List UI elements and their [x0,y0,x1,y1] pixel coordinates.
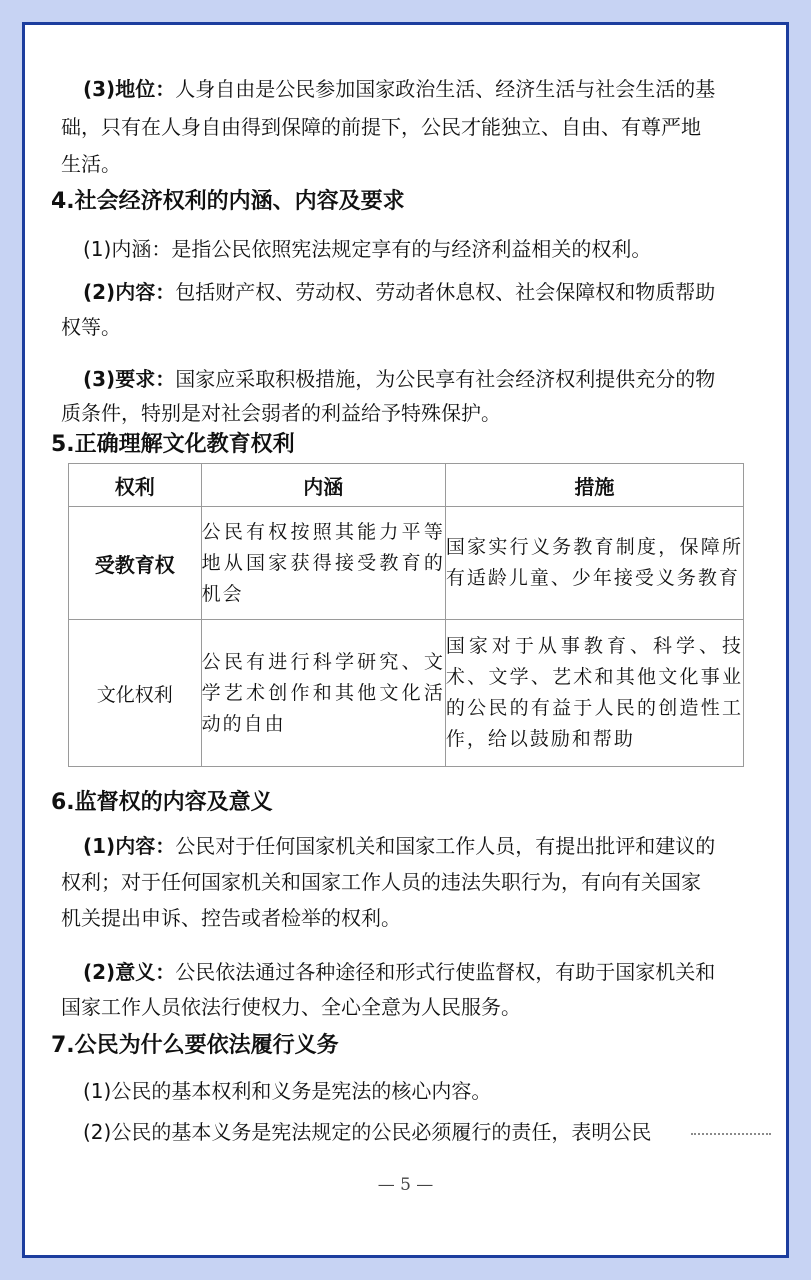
section-heading-7: 7.公民为什么要依法履行义务 [51,1033,339,1058]
table-cell-meaning: 公民有权按照其能力平等地从国家获得接受教育的机会 [201,507,445,620]
culture-education-rights-table [68,463,744,767]
paragraph-duty-1: (1)公民的基本权利和义务是宪法的核心内容。 [83,1079,492,1103]
paragraph-supervision-content-line-3: 机关提出申诉、控告或者检举的权利。 [61,906,401,930]
paragraph-label: (2)内容： [83,280,176,304]
page-number: — 5 — [377,1175,434,1195]
paragraph-requirement-line-2: 质条件，特别是对社会弱者的利益给予特殊保护。 [61,401,501,425]
table-cell-right: 受教育权 [69,507,202,620]
table-cell-right: 文化权利 [69,620,202,767]
paragraph-requirement-line-1: (3)要求：国家应采取积极措施，为公民享有社会经济权利提供充分的物 [83,367,716,391]
paragraph-connotation: (1)内涵：是指公民依照宪法规定享有的与经济利益相关的权利。 [83,237,652,261]
table-header-cell: 措施 [445,464,743,507]
paragraph-content-line-1: (2)内容：包括财产权、劳动权、劳动者休息权、社会保障权和物质帮助 [83,280,716,304]
table-cell-measure: 国家对于从事教育、科学、技术、文学、艺术和其他文化事业的公民的有益于人民的创造性工作，给以鼓励和帮助 [445,620,743,767]
document-page [22,22,789,1258]
paragraph-label: (1)内容： [83,834,176,858]
paragraph-supervision-meaning-line-2: 国家工作人员依法行使权力、全心全意为人民服务。 [61,995,521,1019]
paragraph-label: (3)地位： [83,77,176,101]
table-row [69,507,744,620]
paragraph-supervision-content-line-2: 权利；对于任何国家机关和国家工作人员的违法失职行为，有向有关国家 [61,870,701,894]
paragraph-label: (3)要求： [83,367,176,391]
section-heading-4: 4.社会经济权利的内涵、内容及要求 [51,189,405,214]
paragraph-status-line-3: 生活。 [61,152,121,176]
section-heading-6: 6.监督权的内容及意义 [51,790,273,815]
table-row [69,620,744,767]
paragraph-supervision-meaning-line-1: (2)意义：公民依法通过各种途径和形式行使监督权，有助于国家机关和 [83,960,716,984]
table-cell-meaning: 公民有进行科学研究、文学艺术创作和其他文化活动的自由 [201,620,445,767]
table-header-cell: 权利 [69,464,202,507]
table-header-cell: 内涵 [201,464,445,507]
paragraph-duty-2: (2)公民的基本义务是宪法规定的公民必须履行的责任，表明公民 [83,1120,652,1144]
paragraph-status-line-1: (3)地位：人身自由是公民参加国家政治生活、经济生活与社会生活的基 [83,77,716,101]
paragraph-status-line-2: 础，只有在人身自由得到保障的前提下，公民才能独立、自由、有尊严地 [61,115,701,139]
table-cell-measure: 国家实行义务教育制度，保障所有适龄儿童、少年接受义务教育 [445,507,743,620]
paragraph-label: (2)意义： [83,960,176,984]
section-heading-5: 5.正确理解文化教育权利 [51,432,295,457]
paragraph-supervision-content-line-1: (1)内容：公民对于任何国家机关和国家工作人员，有提出批评和建议的 [83,834,716,858]
table-header-row [69,464,744,507]
paragraph-content-line-2: 权等。 [61,315,121,339]
continuation-dots [691,1133,771,1135]
